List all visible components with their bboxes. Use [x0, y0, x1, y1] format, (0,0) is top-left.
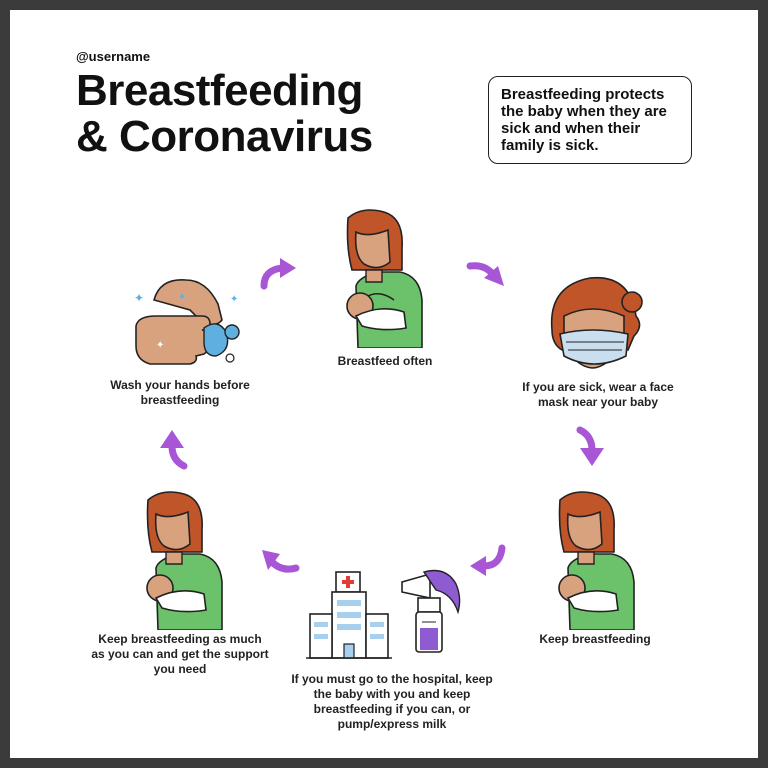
breast-pump-icon	[402, 571, 460, 653]
cycle-arrow-icon	[258, 544, 300, 578]
title-line-2: & Coronavirus	[76, 112, 373, 161]
breastfeeding-mother-icon	[550, 490, 640, 630]
hand-washing-icon	[126, 272, 244, 368]
page-title	[76, 68, 373, 160]
cycle-arrow-icon	[258, 256, 300, 290]
username: @username	[76, 49, 151, 64]
info-box: Breastfeeding protects the baby when they are sick and when their family is sick.	[488, 76, 692, 164]
step-caption-hospital: If you must go to the hospital, keep the baby with you and keep breastfeeding if you can, or pump/express milk	[291, 672, 493, 731]
cycle-arrow-icon	[572, 426, 608, 468]
svg-text:✦: ✦	[230, 294, 239, 305]
infographic	[10, 10, 758, 758]
svg-text:✦: ✦	[156, 340, 165, 351]
svg-text:✦: ✦	[178, 292, 187, 303]
cycle-arrow-icon	[158, 428, 194, 470]
step-caption-face-mask: If you are sick, wear a face mask near your baby	[522, 380, 674, 409]
step-caption-wash-hands: Wash your hands before breastfeeding	[110, 378, 250, 407]
step-caption-breastfeed-often: Breastfeed often	[337, 354, 433, 368]
step-caption-support: Keep breastfeeding as much as you can and get the support you need	[91, 632, 269, 676]
cycle-arrow-icon	[466, 544, 508, 578]
svg-text:✦: ✦	[134, 291, 145, 305]
hospital-and-breast-pump-icon	[306, 564, 466, 660]
breastfeeding-mother-icon	[338, 208, 428, 348]
title-line-1: Breastfeeding	[76, 66, 363, 115]
breastfeeding-mother-icon	[138, 490, 228, 630]
cycle-arrow-icon	[466, 256, 508, 290]
step-caption-keep-breastfeeding: Keep breastfeeding	[539, 632, 651, 646]
face-mask-icon	[546, 272, 646, 372]
hospital-icon	[306, 572, 392, 658]
